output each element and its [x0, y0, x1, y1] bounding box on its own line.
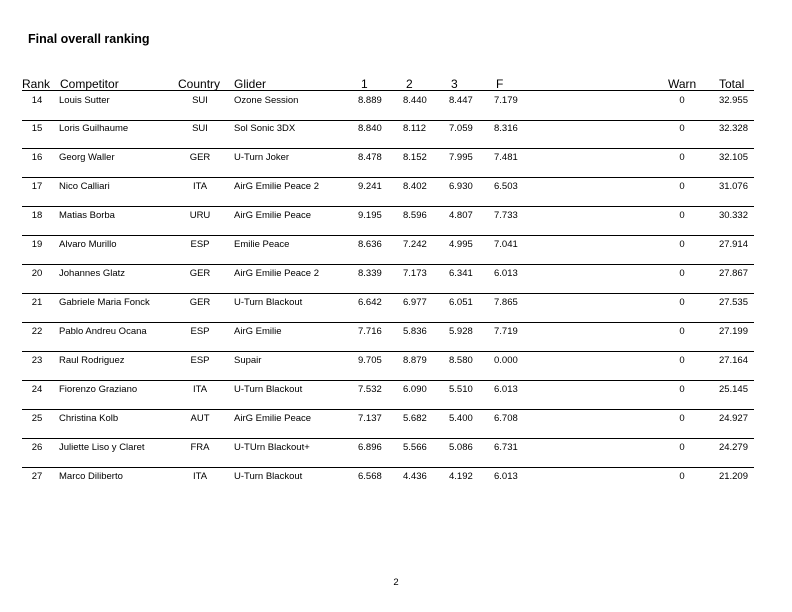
cell-rank: 19 [31, 239, 43, 250]
cell-total: 32.328 [718, 123, 748, 134]
cell-rank: 15 [31, 123, 43, 134]
cell-round-3: 7.995 [449, 152, 473, 163]
cell-round-1: 9.705 [358, 355, 382, 366]
cell-warn: 0 [679, 384, 685, 395]
cell-round-2: 6.090 [403, 384, 427, 395]
cell-competitor: Matias Borba [59, 210, 115, 221]
cell-final: 0.000 [494, 355, 518, 366]
cell-country: ITA [192, 181, 208, 192]
cell-round-1: 8.889 [358, 95, 382, 106]
cell-round-2: 7.173 [403, 268, 427, 279]
cell-rank: 18 [31, 210, 43, 221]
cell-warn: 0 [679, 181, 685, 192]
header-round-2: 2 [406, 77, 413, 91]
cell-competitor: Alvaro Murillo [59, 239, 117, 250]
cell-glider: AirG Emilie Peace [234, 210, 312, 221]
cell-glider: U-Turn Blackout [234, 471, 303, 482]
table-row [22, 380, 754, 410]
cell-rank: 24 [31, 384, 43, 395]
cell-final: 7.719 [494, 326, 518, 337]
cell-round-3: 7.059 [449, 123, 473, 134]
header-round-1: 1 [361, 77, 368, 91]
table-row [22, 322, 754, 352]
cell-round-1: 6.568 [358, 471, 382, 482]
cell-round-3: 5.400 [449, 413, 473, 424]
cell-round-2: 8.402 [403, 181, 427, 192]
cell-final: 7.041 [494, 239, 518, 250]
cell-total: 24.927 [718, 413, 748, 424]
cell-country: URU [189, 210, 211, 221]
cell-competitor: Louis Sutter [59, 95, 110, 106]
cell-rank: 22 [31, 326, 43, 337]
table-row [22, 351, 754, 381]
cell-final: 6.731 [494, 442, 518, 453]
cell-total: 32.105 [718, 152, 748, 163]
cell-round-1: 6.642 [358, 297, 382, 308]
cell-round-3: 8.580 [449, 355, 473, 366]
cell-warn: 0 [679, 297, 685, 308]
cell-total: 27.199 [718, 326, 748, 337]
cell-competitor: Loris Guilhaume [59, 123, 129, 134]
cell-final: 6.503 [494, 181, 518, 192]
cell-warn: 0 [679, 210, 685, 221]
page-number: 2 [393, 577, 399, 588]
cell-round-1: 7.716 [358, 326, 382, 337]
cell-total: 30.332 [718, 210, 748, 221]
cell-round-3: 4.995 [449, 239, 473, 250]
cell-glider: U-Turn Blackout [234, 384, 303, 395]
cell-country: AUT [190, 413, 210, 424]
cell-round-2: 8.879 [403, 355, 427, 366]
cell-round-2: 6.977 [403, 297, 427, 308]
cell-country: ESP [190, 326, 210, 337]
cell-country: SUI [192, 95, 208, 106]
cell-round-1: 8.478 [358, 152, 382, 163]
cell-rank: 20 [31, 268, 43, 279]
cell-round-1: 8.339 [358, 268, 382, 279]
cell-competitor: Juliette Liso y Claret [59, 442, 145, 453]
cell-glider: AirG Emilie Peace 2 [234, 268, 320, 279]
table-row [22, 206, 754, 236]
cell-competitor: Marco Diliberto [59, 471, 123, 482]
cell-glider: Emilie Peace [234, 239, 290, 250]
cell-round-3: 6.051 [449, 297, 473, 308]
table-row [22, 235, 754, 265]
cell-final: 6.708 [494, 413, 518, 424]
cell-round-2: 5.836 [403, 326, 427, 337]
table-row [22, 409, 754, 439]
cell-round-2: 8.440 [403, 95, 427, 106]
cell-warn: 0 [679, 326, 685, 337]
cell-competitor: Christina Kolb [59, 413, 119, 424]
cell-rank: 25 [31, 413, 43, 424]
cell-total: 27.535 [718, 297, 748, 308]
cell-round-2: 7.242 [403, 239, 427, 250]
cell-competitor: Georg Waller [59, 152, 115, 163]
table-row [22, 148, 754, 178]
cell-round-3: 5.928 [449, 326, 473, 337]
cell-rank: 14 [31, 95, 43, 106]
cell-glider: U-Turn Blackout [234, 297, 303, 308]
cell-round-1: 8.636 [358, 239, 382, 250]
cell-round-3: 4.807 [449, 210, 473, 221]
cell-final: 6.013 [494, 384, 518, 395]
page-title: Final overall ranking [28, 32, 150, 46]
cell-competitor: Nico Calliari [59, 181, 110, 192]
cell-total: 25.145 [718, 384, 748, 395]
cell-total: 27.164 [718, 355, 748, 366]
cell-rank: 17 [31, 181, 43, 192]
cell-warn: 0 [679, 239, 685, 250]
cell-warn: 0 [679, 355, 685, 366]
cell-round-2: 5.566 [403, 442, 427, 453]
cell-warn: 0 [679, 152, 685, 163]
cell-final: 8.316 [494, 123, 518, 134]
cell-final: 7.865 [494, 297, 518, 308]
cell-round-3: 6.930 [449, 181, 473, 192]
cell-competitor: Gabriele Maria Fonck [59, 297, 150, 308]
cell-competitor: Raul Rodriguez [59, 355, 125, 366]
cell-round-2: 4.436 [403, 471, 427, 482]
cell-competitor: Pablo Andreu Ocana [59, 326, 147, 337]
cell-glider: AirG Emilie [234, 326, 282, 337]
cell-round-3: 5.086 [449, 442, 473, 453]
cell-country: ITA [192, 384, 208, 395]
header-country: Country [178, 77, 221, 91]
cell-competitor: Johannes Glatz [59, 268, 126, 279]
cell-competitor: Fiorenzo Graziano [59, 384, 138, 395]
cell-country: ITA [192, 471, 208, 482]
cell-total: 27.914 [718, 239, 748, 250]
header-glider: Glider [234, 77, 267, 91]
cell-round-2: 8.112 [403, 123, 427, 134]
cell-round-3: 8.447 [449, 95, 473, 106]
cell-round-2: 8.596 [403, 210, 427, 221]
cell-country: ESP [190, 355, 210, 366]
cell-warn: 0 [679, 413, 685, 424]
cell-final: 6.013 [494, 471, 518, 482]
cell-final: 7.179 [494, 95, 518, 106]
cell-glider: Sol Sonic 3DX [234, 123, 296, 134]
cell-round-1: 7.532 [358, 384, 382, 395]
cell-rank: 27 [31, 471, 43, 482]
cell-glider: U-TUrn Blackout+ [234, 442, 310, 453]
header-total: Total [719, 77, 745, 91]
cell-total: 32.955 [718, 95, 748, 106]
cell-glider: AirG Emilie Peace 2 [234, 181, 320, 192]
table-row [22, 293, 754, 323]
cell-warn: 0 [679, 95, 685, 106]
cell-country: ESP [190, 239, 210, 250]
cell-country: FRA [190, 442, 210, 453]
cell-warn: 0 [679, 442, 685, 453]
cell-round-3: 5.510 [449, 384, 473, 395]
header-warn: Warn [668, 77, 697, 91]
cell-country: GER [189, 297, 211, 308]
cell-round-3: 6.341 [449, 268, 473, 279]
table-row [22, 467, 754, 496]
cell-rank: 16 [31, 152, 43, 163]
cell-country: SUI [192, 123, 208, 134]
cell-total: 24.279 [718, 442, 748, 453]
cell-round-1: 7.137 [358, 413, 382, 424]
cell-country: GER [189, 152, 211, 163]
cell-country: GER [189, 268, 211, 279]
cell-round-2: 5.682 [403, 413, 427, 424]
cell-rank: 23 [31, 355, 43, 366]
table-row [22, 438, 754, 468]
table-row [22, 177, 754, 207]
header-rank: Rank [22, 77, 51, 91]
cell-warn: 0 [679, 268, 685, 279]
header-round-3: 3 [451, 77, 458, 91]
cell-glider: U-Turn Joker [234, 152, 290, 163]
cell-rank: 21 [31, 297, 43, 308]
table-row [22, 264, 754, 294]
cell-total: 31.076 [718, 181, 748, 192]
cell-warn: 0 [679, 123, 685, 134]
cell-round-1: 8.840 [358, 123, 382, 134]
cell-total: 27.867 [718, 268, 748, 279]
cell-final: 7.733 [494, 210, 518, 221]
cell-glider: Supair [234, 355, 262, 366]
header-competitor: Competitor [60, 77, 119, 91]
cell-glider: AirG Emilie Peace [234, 413, 312, 424]
cell-glider: Ozone Session [234, 95, 299, 106]
table-row [22, 90, 754, 121]
cell-round-1: 6.896 [358, 442, 382, 453]
cell-round-1: 9.195 [358, 210, 382, 221]
header-final: F [496, 77, 504, 91]
cell-round-3: 4.192 [449, 471, 473, 482]
table-row [22, 119, 754, 149]
cell-round-2: 8.152 [403, 152, 427, 163]
cell-rank: 26 [31, 442, 43, 453]
cell-final: 7.481 [494, 152, 518, 163]
cell-warn: 0 [679, 471, 685, 482]
cell-total: 21.209 [718, 471, 748, 482]
cell-round-1: 9.241 [358, 181, 382, 192]
cell-final: 6.013 [494, 268, 518, 279]
